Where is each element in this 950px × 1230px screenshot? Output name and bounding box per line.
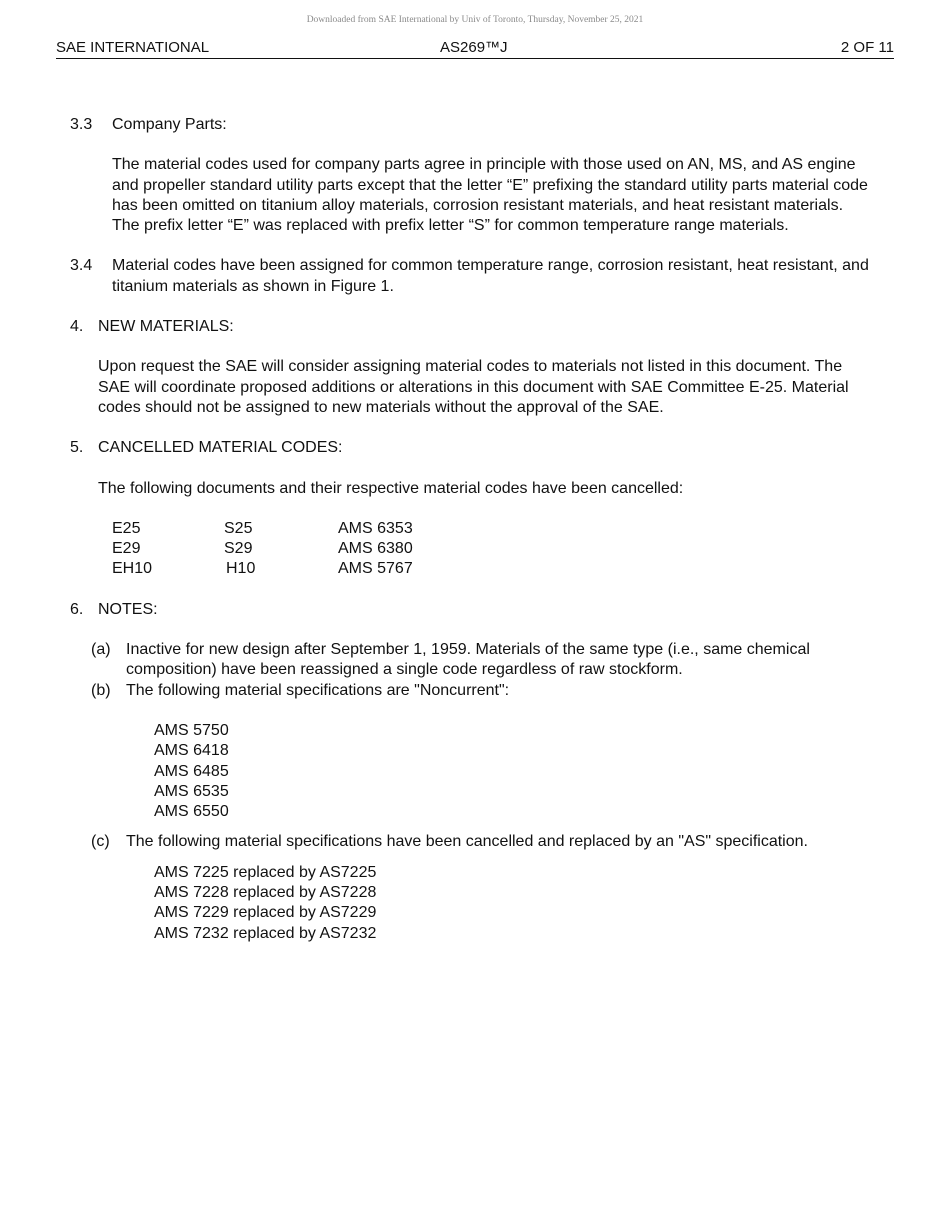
note-text: The following material specifications have been cancelled and replaced by an "AS" specification. <box>126 833 808 851</box>
table-row <box>112 519 870 539</box>
section-title: NOTES: <box>98 600 158 618</box>
section-number: 3.4 <box>70 257 93 275</box>
table-cell: AMS 5767 <box>338 560 413 578</box>
table-cell: S29 <box>224 540 253 558</box>
note-label: (b) <box>91 681 111 699</box>
header-page-number: 2 OF 11 <box>840 39 894 56</box>
table-row <box>112 539 870 559</box>
list-item: AMS 6418 <box>154 742 229 760</box>
section-3-4 <box>70 256 870 297</box>
note-b <box>91 681 870 701</box>
replaced-spec-list <box>154 863 870 944</box>
section-3-4-paragraph: Material codes have been assigned for common temperature range, corrosion resistant, heat resistant, and titanium materials as shown in Figure 1. <box>112 257 869 295</box>
download-watermark: Downloaded from SAE International by Univ of Toronto, Thursday, November 25, 2021 <box>306 15 644 25</box>
note-a <box>91 640 870 681</box>
table-row <box>112 559 870 579</box>
list-item: AMS 7232 replaced by AS7232 <box>154 924 377 942</box>
note-text: The following material specifications are "Noncurrent": <box>126 681 510 699</box>
section-number: 5. <box>70 439 84 457</box>
list-item: AMS 7228 replaced by AS7228 <box>154 884 377 902</box>
section-title: Company Parts: <box>112 116 227 133</box>
noncurrent-spec-list <box>154 721 870 822</box>
page-header <box>56 38 894 59</box>
list-item: AMS 6550 <box>154 803 229 821</box>
section-4-paragraph: Upon request the SAE will consider assigning material codes to materials not listed in this document. The SAE will coordinate proposed additions or alterations in this document with SAE Committee E-25. Material codes should not be assigned to new materials without the approval of the SAE. <box>98 358 849 416</box>
section-title: CANCELLED MATERIAL CODES: <box>98 439 343 457</box>
table-cell: E25 <box>112 519 141 537</box>
note-label: (a) <box>91 641 111 659</box>
section-6 <box>70 600 870 620</box>
list-item: AMS 6485 <box>154 762 229 780</box>
list-item: AMS 7225 replaced by AS7225 <box>154 863 377 881</box>
section-number: 4. <box>70 318 84 336</box>
note-c <box>91 832 870 852</box>
section-4 <box>70 317 870 337</box>
table-cell: E29 <box>112 540 141 558</box>
note-label: (c) <box>91 833 110 851</box>
section-3-3 <box>70 115 870 135</box>
table-cell: EH10 <box>112 560 153 578</box>
table-cell: S25 <box>224 519 253 537</box>
section-5 <box>70 438 870 458</box>
header-organization: SAE INTERNATIONAL <box>56 39 210 56</box>
list-item: AMS 6535 <box>154 782 229 800</box>
cancelled-codes-table <box>112 519 870 580</box>
section-number: 6. <box>70 600 84 618</box>
section-3-3-paragraph: The material codes used for company parts agree in principle with those used on AN, MS, and AS engine and propeller standard utility parts except that the letter “E” prefixing the standard utility parts material code has been omitted on titanium alloy materials, corrosion resistant materials, and heat resistant materials. The prefix letter “E” was replaced with prefix letter “S” for common temperature range materials. <box>112 156 868 235</box>
document-body <box>70 115 870 944</box>
section-number: 3.3 <box>70 116 93 133</box>
table-cell: H10 <box>226 560 256 578</box>
table-cell: AMS 6353 <box>338 519 413 537</box>
list-item: AMS 5750 <box>154 721 229 739</box>
header-document-id: AS269™J <box>440 39 508 56</box>
table-cell: AMS 6380 <box>338 540 413 558</box>
section-title: NEW MATERIALS: <box>98 318 234 336</box>
section-5-paragraph: The following documents and their respective material codes have been cancelled: <box>98 479 684 497</box>
list-item: AMS 7229 replaced by AS7229 <box>154 904 377 922</box>
note-text: Inactive for new design after September 1, 1959. Materials of the same type (i.e., same chemical composition) have been reassigned a single code regardless of raw stockform. <box>126 641 810 679</box>
